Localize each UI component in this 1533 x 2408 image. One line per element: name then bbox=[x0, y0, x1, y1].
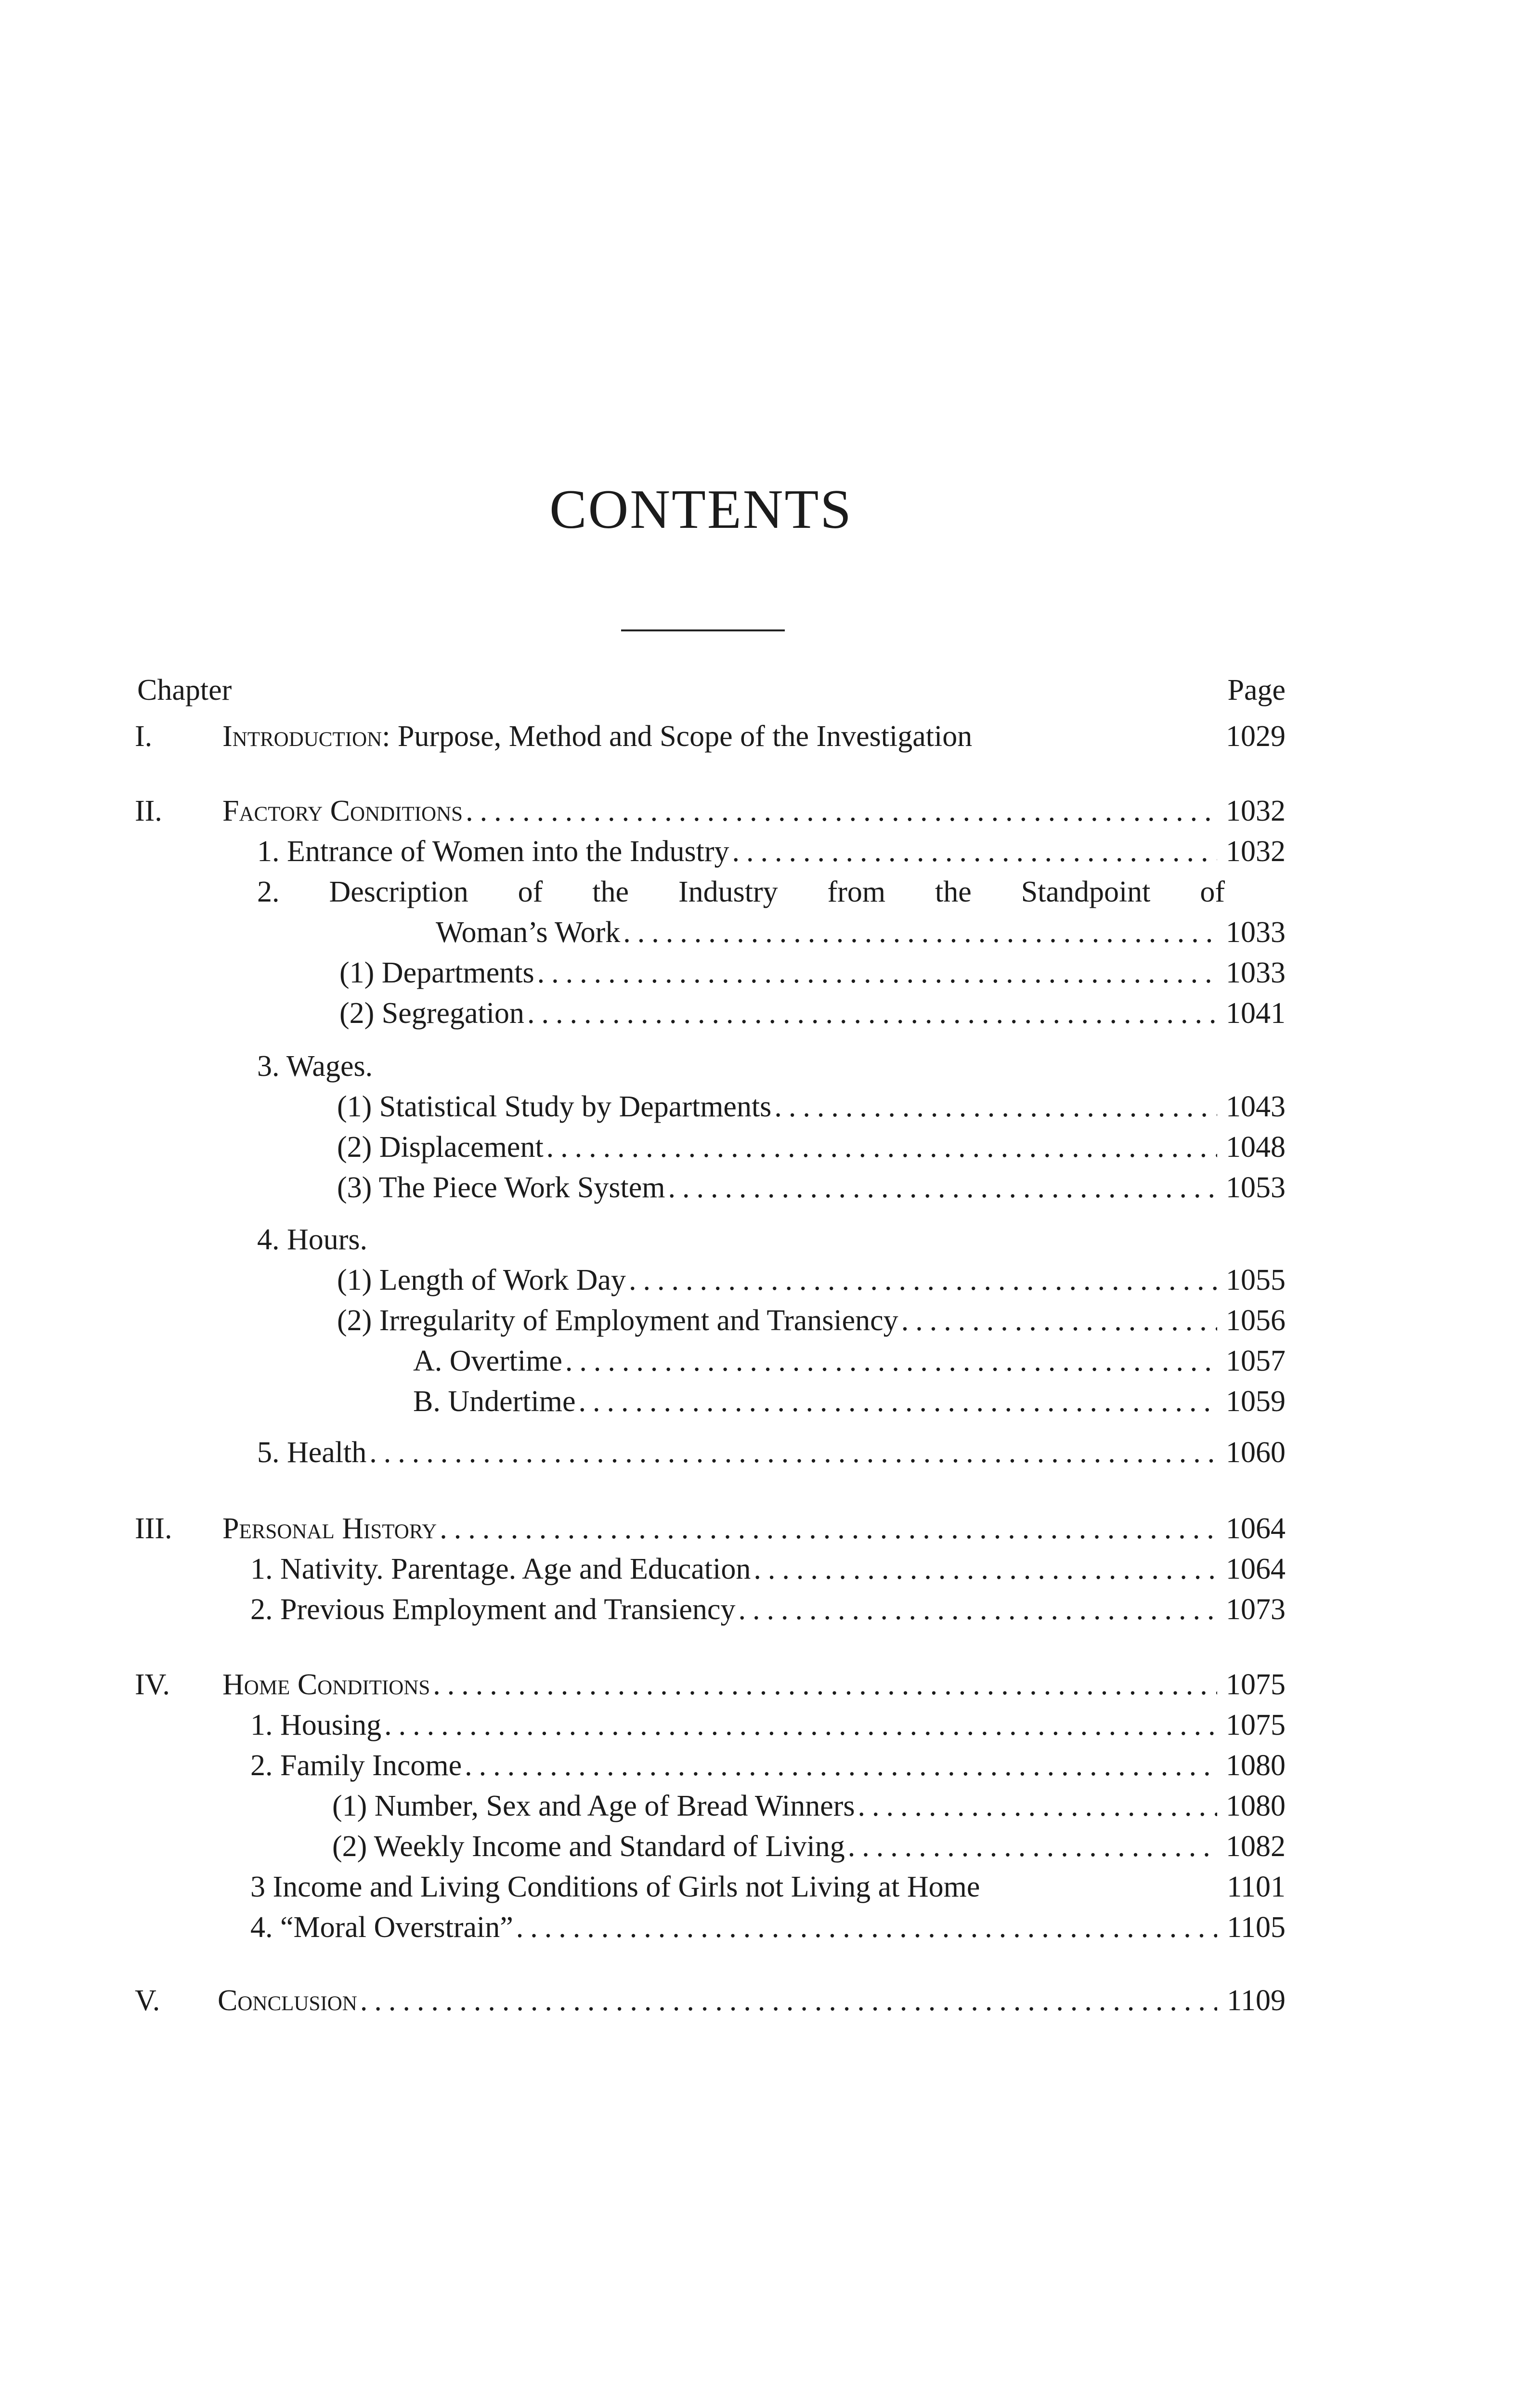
toc-entry-label: 2. Description of the Industry from the Standpoint of bbox=[257, 876, 1225, 908]
dot-leader bbox=[738, 1589, 1217, 1630]
toc-entry[interactable] bbox=[222, 791, 1286, 831]
toc-entry-label: A. Overtime bbox=[413, 1345, 562, 1377]
toc-entry-page: 1059 bbox=[1226, 1385, 1286, 1418]
toc-entry-page: 1060 bbox=[1226, 1436, 1286, 1469]
toc-entry[interactable] bbox=[222, 1664, 1286, 1705]
toc-entry[interactable] bbox=[250, 1705, 1286, 1745]
toc-entry-label: (1) Statistical Study by Departments bbox=[337, 1090, 772, 1123]
dot-leader bbox=[774, 1086, 1217, 1127]
chapter-numeral: III. bbox=[135, 1512, 172, 1545]
dot-leader bbox=[369, 1432, 1217, 1473]
dot-leader bbox=[629, 1260, 1217, 1300]
toc-entry[interactable] bbox=[337, 1260, 1286, 1300]
chapter-numeral: V. bbox=[135, 1984, 160, 2017]
dot-leader bbox=[901, 1300, 1217, 1341]
dot-leader bbox=[527, 993, 1217, 1034]
toc-entry-page: 1056 bbox=[1226, 1304, 1286, 1337]
toc-entry-label: (2) Weekly Income and Standard of Living bbox=[332, 1830, 845, 1863]
toc-entry[interactable] bbox=[413, 1341, 1286, 1381]
toc-entry-page: 1032 bbox=[1226, 835, 1286, 868]
toc-entry-label: (2) Displacement bbox=[337, 1131, 544, 1164]
dot-leader bbox=[433, 1664, 1217, 1705]
toc-entry-label: 1. Housing bbox=[250, 1709, 382, 1741]
toc-entry-page: 1041 bbox=[1226, 997, 1286, 1030]
toc-entry-label: 1. Nativity. Parentage. Age and Education bbox=[250, 1553, 751, 1585]
dot-leader bbox=[579, 1381, 1218, 1422]
chapter-numeral: IV. bbox=[135, 1668, 170, 1701]
toc-entry[interactable] bbox=[332, 1826, 1286, 1867]
toc-entry[interactable] bbox=[332, 1786, 1286, 1826]
toc-entry-label: B. Undertime bbox=[413, 1385, 576, 1418]
toc-entry[interactable] bbox=[250, 1867, 1286, 1907]
toc-entry[interactable] bbox=[337, 1127, 1286, 1167]
toc-entry-label: Woman’s Work bbox=[436, 916, 621, 949]
toc-entry[interactable] bbox=[337, 1300, 1286, 1341]
toc-entry-label: (1) Number, Sex and Age of Bread Winners bbox=[332, 1790, 855, 1822]
title-rule bbox=[621, 629, 785, 631]
toc-entry-label: 1. Entrance of Women into the Industry bbox=[257, 835, 729, 868]
dot-leader bbox=[466, 791, 1217, 831]
dot-leader bbox=[565, 1341, 1217, 1381]
toc-entry-label: 3 Income and Living Conditions of Girls not Living at Home bbox=[250, 1871, 980, 1903]
toc-section-heading bbox=[257, 1219, 1286, 1260]
dot-leader bbox=[732, 831, 1217, 872]
toc-entry-page: 1055 bbox=[1226, 1264, 1286, 1296]
page-title: CONTENTS bbox=[549, 479, 853, 540]
toc-entry-label: (1) Length of Work Day bbox=[337, 1264, 626, 1296]
chapter-numeral: I. bbox=[135, 720, 153, 753]
page-column-header: Page bbox=[1227, 674, 1286, 707]
dot-leader bbox=[360, 1980, 1217, 2021]
toc-entry-continuation[interactable] bbox=[436, 912, 1286, 953]
toc-entry-page: 1043 bbox=[1226, 1090, 1286, 1123]
dot-leader bbox=[384, 1705, 1217, 1745]
toc-section-heading bbox=[257, 1046, 1286, 1086]
toc-entry-page: 1029 bbox=[1226, 720, 1286, 753]
dot-leader bbox=[537, 953, 1217, 993]
toc-entry-label: 5. Health bbox=[257, 1436, 367, 1469]
dot-leader bbox=[440, 1508, 1217, 1549]
toc-entry[interactable] bbox=[250, 1549, 1286, 1589]
dot-leader bbox=[668, 1167, 1218, 1208]
toc-entry-label: Introduction: Purpose, Method and Scope of the Investigation bbox=[222, 720, 973, 753]
toc-entry-label: Factory Conditions bbox=[222, 795, 463, 827]
toc-entry-page: 1075 bbox=[1226, 1668, 1286, 1701]
toc-entry[interactable] bbox=[222, 1508, 1286, 1549]
dot-leader bbox=[546, 1127, 1217, 1167]
toc-entry-label: Home Conditions bbox=[222, 1668, 430, 1701]
toc-entry-page: 1105 bbox=[1227, 1911, 1286, 1944]
toc-entry[interactable] bbox=[250, 1907, 1286, 1948]
chapter-column-header: Chapter bbox=[137, 674, 232, 707]
toc-entry-page: 1033 bbox=[1226, 956, 1286, 989]
toc-entry-label: (1) Departments bbox=[339, 956, 534, 989]
toc-entry-page: 1053 bbox=[1226, 1171, 1286, 1204]
dot-leader bbox=[848, 1826, 1217, 1867]
toc-entry-label: 4. Hours. bbox=[257, 1223, 368, 1256]
toc-entry-page: 1080 bbox=[1226, 1790, 1286, 1822]
toc-entry-page: 1073 bbox=[1226, 1593, 1286, 1626]
toc-entry[interactable] bbox=[337, 1086, 1286, 1127]
toc-entry-page: 1064 bbox=[1226, 1512, 1286, 1545]
toc-entry-page: 1101 bbox=[1227, 1871, 1286, 1903]
toc-entry[interactable] bbox=[413, 1381, 1286, 1422]
toc-entry[interactable] bbox=[250, 1589, 1286, 1630]
toc-entry-page: 1032 bbox=[1226, 795, 1286, 827]
toc-entry[interactable] bbox=[222, 716, 1286, 757]
toc-entry-page: 1109 bbox=[1227, 1984, 1286, 2017]
dot-leader bbox=[465, 1745, 1217, 1786]
toc-entry-label: (3) The Piece Work System bbox=[337, 1171, 665, 1204]
toc-entry[interactable] bbox=[339, 993, 1286, 1034]
toc-entry[interactable] bbox=[339, 953, 1286, 993]
dot-leader bbox=[623, 912, 1217, 953]
toc-entry-label: 3. Wages. bbox=[257, 1050, 373, 1083]
toc-entry-label: Personal History bbox=[222, 1512, 437, 1545]
toc-entry-label: (2) Irregularity of Employment and Transiency bbox=[337, 1304, 898, 1337]
toc-entry[interactable] bbox=[337, 1167, 1286, 1208]
dot-leader bbox=[754, 1549, 1217, 1589]
toc-entry-page: 1033 bbox=[1226, 916, 1286, 949]
toc-entry-page: 1080 bbox=[1226, 1749, 1286, 1782]
toc-entry-page: 1082 bbox=[1226, 1830, 1286, 1863]
dot-leader bbox=[857, 1786, 1217, 1826]
toc-entry[interactable] bbox=[257, 831, 1286, 872]
toc-entry-label: 2. Previous Employment and Transiency bbox=[250, 1593, 736, 1626]
dot-leader bbox=[516, 1907, 1217, 1948]
toc-entry[interactable] bbox=[257, 1432, 1286, 1473]
toc-entry[interactable] bbox=[218, 1980, 1286, 2021]
toc-entry-label: Conclusion bbox=[218, 1984, 357, 2017]
toc-entry-page: 1057 bbox=[1226, 1345, 1286, 1377]
toc-entry[interactable] bbox=[257, 872, 1225, 912]
chapter-numeral: II. bbox=[135, 795, 162, 827]
toc-entry-page: 1064 bbox=[1226, 1553, 1286, 1585]
toc-entry-page: 1048 bbox=[1226, 1131, 1286, 1164]
toc-entry[interactable] bbox=[250, 1745, 1286, 1786]
toc-entry-label: 4. “Moral Overstrain” bbox=[250, 1911, 513, 1944]
toc-entry-label: (2) Segregation bbox=[339, 997, 524, 1030]
toc-entry-page: 1075 bbox=[1226, 1709, 1286, 1741]
toc-entry-label: 2. Family Income bbox=[250, 1749, 462, 1782]
